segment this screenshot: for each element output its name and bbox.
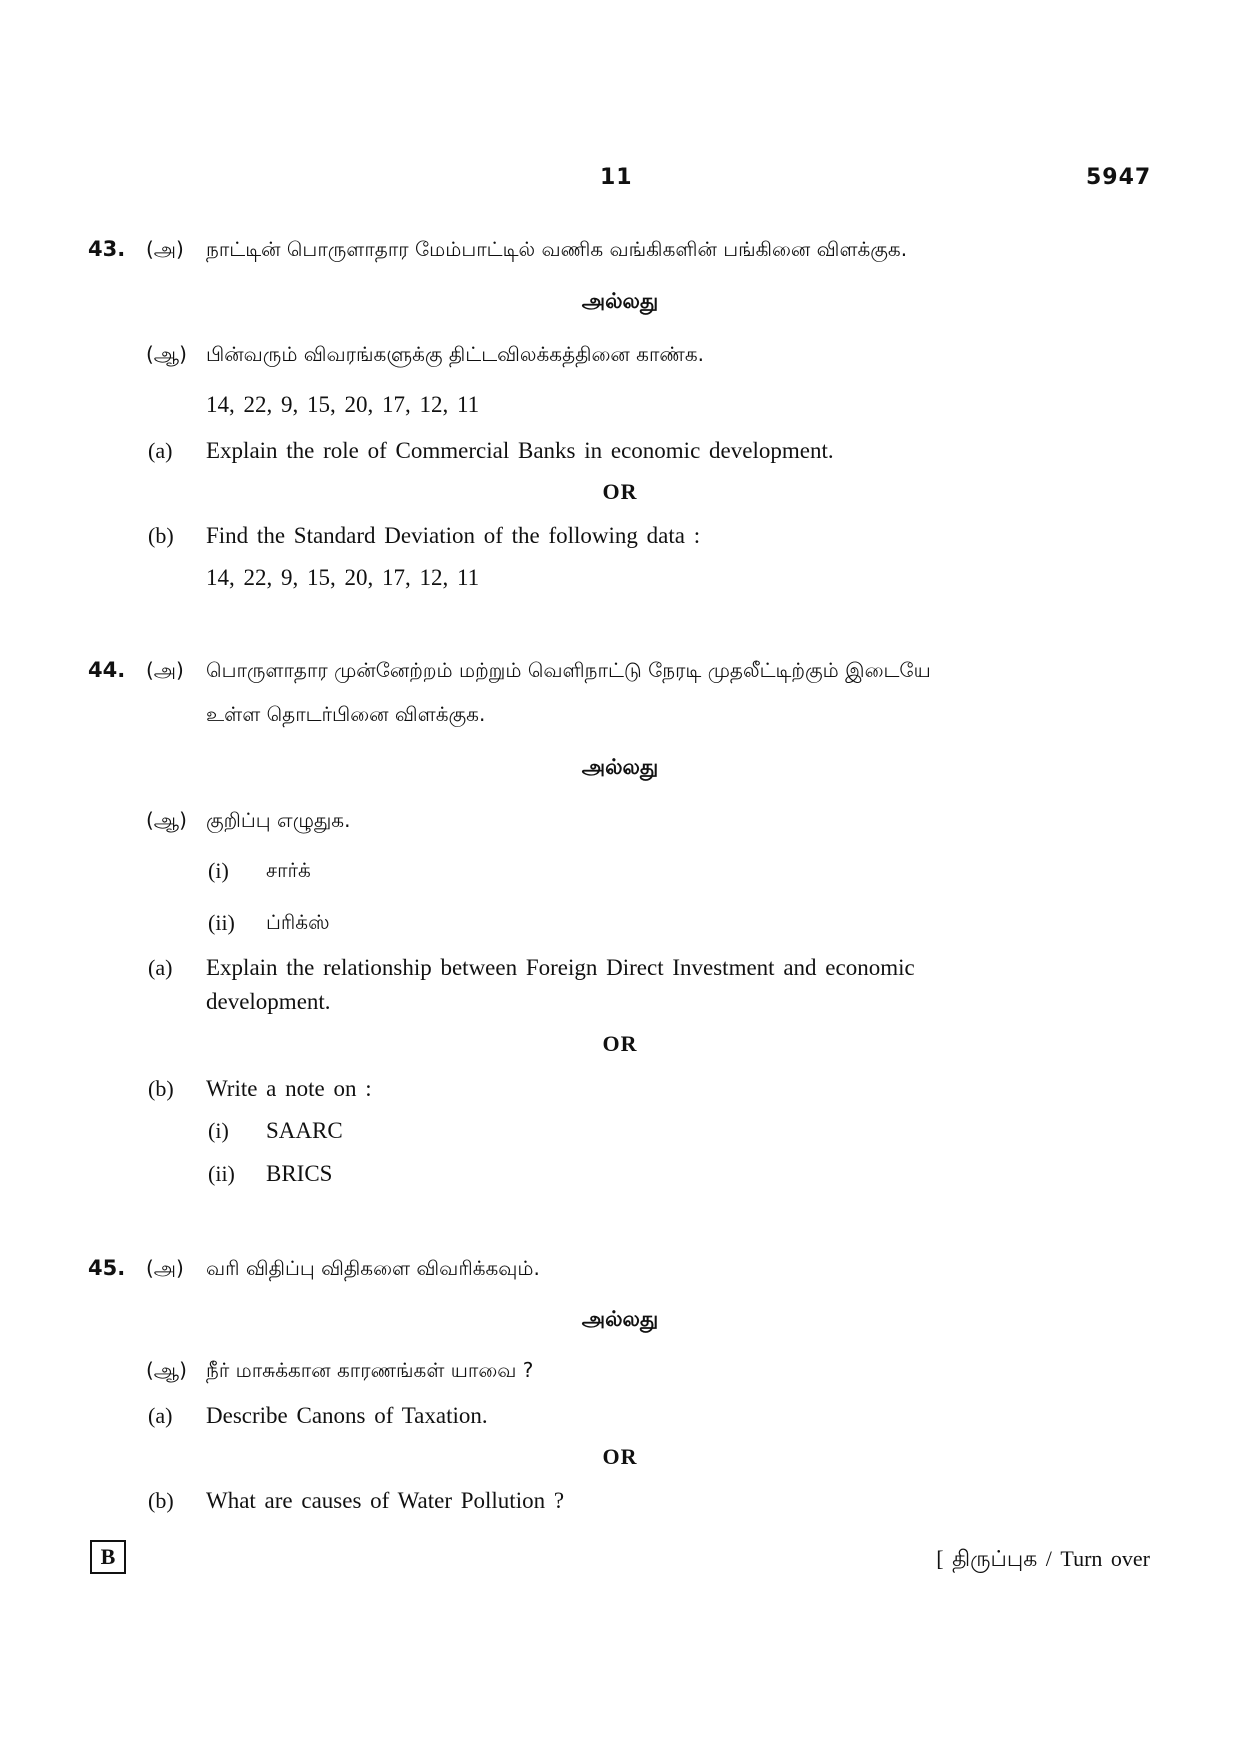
tamil-sub-i: சார்க் xyxy=(266,858,311,882)
english-option-b-label: (b) xyxy=(148,523,174,548)
tamil-option-b: நீர் மாசுக்கான காரணங்கள் யாவை ? xyxy=(206,1358,534,1382)
english-option-a-line2: development. xyxy=(206,989,331,1014)
page-number: 11 xyxy=(600,165,633,190)
tamil-option-b-label: (ஆ) xyxy=(146,342,187,366)
tamil-option-a-label: (அ) xyxy=(146,237,184,261)
series-box: B xyxy=(90,1540,126,1574)
english-option-b-label: (b) xyxy=(148,1076,174,1101)
english-option-b: Find the Standard Deviation of the following data : xyxy=(206,523,701,548)
tamil-option-b-label: (ஆ) xyxy=(146,1358,187,1382)
english-or: OR xyxy=(602,479,638,504)
tamil-or: அல்லது xyxy=(581,755,659,779)
english-option-a-label: (a) xyxy=(148,438,173,463)
english-option-a: Explain the role of Commercial Banks in economic development. xyxy=(206,438,834,463)
english-or: OR xyxy=(602,1444,638,1469)
tamil-option-b: குறிப்பு எழுதுக. xyxy=(206,808,351,832)
english-sub-i-label: (i) xyxy=(208,1118,229,1143)
tamil-or: அல்லது xyxy=(581,1307,659,1331)
tamil-option-a-line1: பொருளாதார முன்னேற்றம் மற்றும் வெளிநாட்டு நேரடி முதலீட்டிற்கும் இடையே xyxy=(206,658,931,682)
tamil-sub-i-label: (i) xyxy=(208,858,229,883)
tamil-option-b: பின்வரும் விவரங்களுக்கு திட்டவிலக்கத்தினை காண்க. xyxy=(206,342,705,366)
tamil-option-a-label: (அ) xyxy=(146,1256,184,1280)
tamil-option-b-data: 14, 22, 9, 15, 20, 17, 12, 11 xyxy=(206,392,480,417)
question-number: 44. xyxy=(88,658,126,682)
tamil-sub-ii: ப்ரிக்ஸ் xyxy=(266,910,330,934)
question-number: 43. xyxy=(88,237,126,261)
tamil-option-a-label: (அ) xyxy=(146,658,184,682)
english-option-a-label: (a) xyxy=(148,1403,173,1428)
english-or: OR xyxy=(602,1031,638,1056)
tamil-option-a: நாட்டின் பொருளாதார மேம்பாட்டில் வணிக வங்கிகளின் பங்கினை விளக்குக. xyxy=(206,237,908,261)
english-option-b: Write a note on : xyxy=(206,1076,372,1101)
tamil-option-a-line2: உள்ள தொடர்பினை விளக்குக. xyxy=(206,702,486,726)
tamil-option-a: வரி விதிப்பு விதிகளை விவரிக்கவும். xyxy=(206,1256,540,1280)
english-sub-ii: BRICS xyxy=(266,1161,333,1186)
english-sub-i: SAARC xyxy=(266,1118,343,1143)
english-option-b: What are causes of Water Pollution ? xyxy=(206,1488,565,1513)
english-option-b-label: (b) xyxy=(148,1488,174,1513)
english-option-a-line1: Explain the relationship between Foreign Direct Investment and economic xyxy=(206,955,915,980)
english-option-a-label: (a) xyxy=(148,955,173,980)
turn-over-note: [ திருப்புக / Turn over xyxy=(936,1546,1150,1571)
tamil-or: அல்லது xyxy=(581,289,659,313)
english-sub-ii-label: (ii) xyxy=(208,1161,235,1186)
english-option-a: Describe Canons of Taxation. xyxy=(206,1403,488,1428)
tamil-option-b-label: (ஆ) xyxy=(146,808,187,832)
tamil-sub-ii-label: (ii) xyxy=(208,910,235,935)
question-number: 45. xyxy=(88,1256,126,1280)
paper-code: 5947 xyxy=(1086,165,1152,190)
english-option-b-data: 14, 22, 9, 15, 20, 17, 12, 11 xyxy=(206,565,480,590)
